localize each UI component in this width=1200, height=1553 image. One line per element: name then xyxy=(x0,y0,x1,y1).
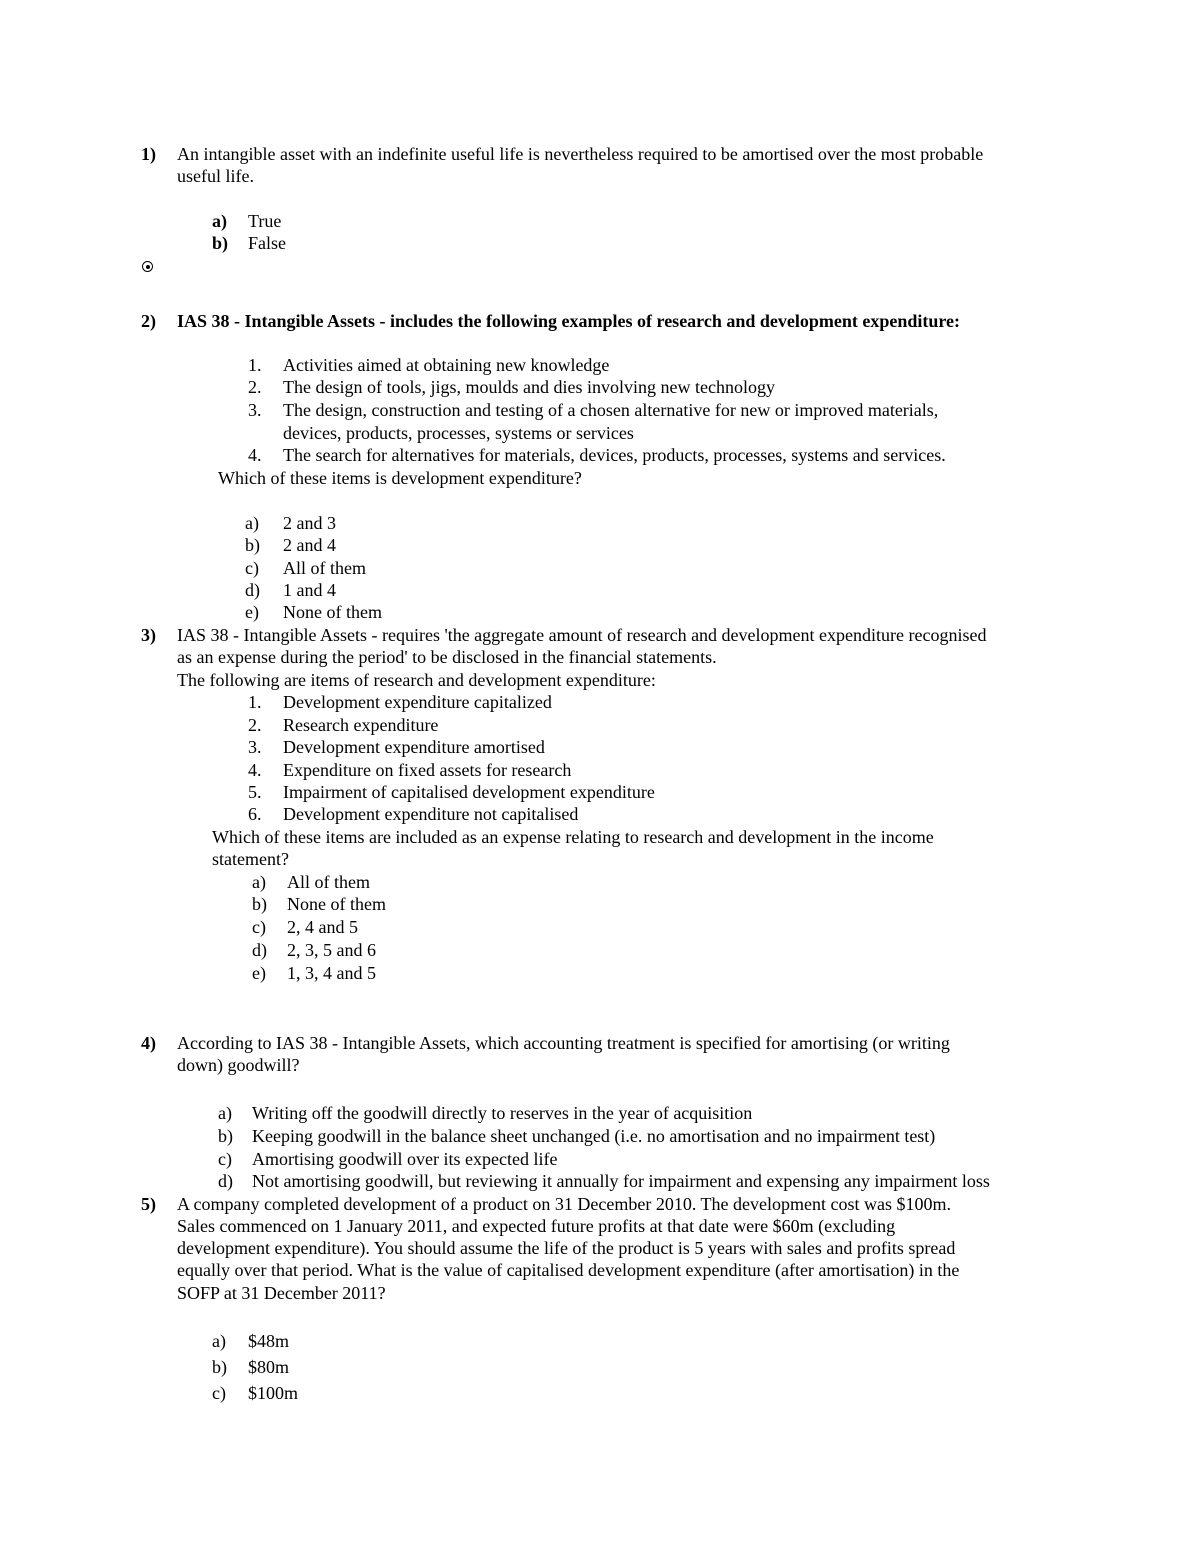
item-text: The design of tools, jigs, moulds and dies involving new technology xyxy=(283,377,775,397)
question-text: Sales commenced on 1 January 2011, and expected future profits at that date were $60m (excluding xyxy=(177,1216,896,1236)
item-number: 3. xyxy=(248,737,262,757)
option-text: 1, 3, 4 and 5 xyxy=(287,963,376,983)
item-text-continued: devices, products, processes, systems or services xyxy=(283,423,634,443)
option-label: d) xyxy=(245,580,260,600)
item-text: Development expenditure amortised xyxy=(283,737,545,757)
option-text: All of them xyxy=(283,558,366,578)
option-text: True xyxy=(248,211,282,231)
option-text: 2 and 3 xyxy=(283,513,336,533)
option-text: $100m xyxy=(248,1383,299,1403)
item-text: Impairment of capitalised development expenditure xyxy=(283,782,655,802)
question-text: SOFP at 31 December 2011? xyxy=(177,1283,386,1303)
sub-question: statement? xyxy=(212,849,289,869)
sub-question: Which of these items is development expenditure? xyxy=(218,468,582,488)
item-text: Activities aimed at obtaining new knowledge xyxy=(283,355,610,375)
question-text: According to IAS 38 - Intangible Assets, which accounting treatment is specified for amortising (or writing xyxy=(177,1033,950,1053)
question-number: 5) xyxy=(141,1194,156,1214)
item-text: Development expenditure not capitalised xyxy=(283,804,579,824)
question-text: IAS 38 - Intangible Assets - requires 'the aggregate amount of research and development expenditure recognised xyxy=(177,625,987,645)
question-number: 4) xyxy=(141,1033,156,1053)
option-label: c) xyxy=(218,1149,232,1169)
option-text: None of them xyxy=(287,894,386,914)
question-text: An intangible asset with an indefinite useful life is nevertheless required to be amortised over the most probable xyxy=(177,144,984,164)
sub-question: Which of these items are included as an expense relating to research and development in the income xyxy=(212,827,934,847)
option-label: c) xyxy=(245,558,259,578)
item-number: 1. xyxy=(248,692,262,712)
question-text: development expenditure). You should assume the life of the product is 5 years with sales and profits spread xyxy=(177,1238,956,1258)
option-label: a) xyxy=(218,1103,232,1123)
item-number: 2. xyxy=(248,715,262,735)
option-label: c) xyxy=(252,917,266,937)
option-label: a) xyxy=(212,211,227,231)
option-label: a) xyxy=(252,872,266,892)
item-text: The design, construction and testing of a chosen alternative for new or improved materials, xyxy=(283,400,939,420)
option-label: e) xyxy=(245,602,259,622)
option-text: $48m xyxy=(248,1331,290,1351)
item-number: 2. xyxy=(248,377,262,397)
option-label: b) xyxy=(212,233,229,253)
item-text: Development expenditure capitalized xyxy=(283,692,552,712)
item-text: Expenditure on fixed assets for research xyxy=(283,760,572,780)
item-number: 5. xyxy=(248,782,262,802)
item-number: 1. xyxy=(248,355,262,375)
option-label: b) xyxy=(212,1357,227,1377)
option-label: a) xyxy=(245,513,259,533)
option-text: 2, 4 and 5 xyxy=(287,917,358,937)
radio-button[interactable] xyxy=(142,261,153,272)
option-text: False xyxy=(248,233,286,253)
option-text: 2 and 4 xyxy=(283,535,336,555)
option-text: Not amortising goodwill, but reviewing it annually for impairment and expensing any impairment loss xyxy=(252,1171,990,1191)
question-number: 3) xyxy=(141,625,156,645)
option-label: b) xyxy=(218,1126,233,1146)
option-text: All of them xyxy=(287,872,370,892)
option-text: 2, 3, 5 and 6 xyxy=(287,940,376,960)
question-text: The following are items of research and development expenditure: xyxy=(177,670,656,690)
question-text: as an expense during the period' to be disclosed in the financial statements. xyxy=(177,647,717,667)
option-text: Amortising goodwill over its expected life xyxy=(252,1149,558,1169)
option-label: d) xyxy=(218,1171,233,1191)
item-number: 4. xyxy=(248,760,262,780)
question-text: useful life. xyxy=(177,166,254,186)
question-number: 1) xyxy=(141,144,156,164)
question-text: down) goodwill? xyxy=(177,1055,300,1075)
question-number: 2) xyxy=(141,311,156,331)
option-text: Writing off the goodwill directly to reserves in the year of acquisition xyxy=(252,1103,753,1123)
item-text: The search for alternatives for materials, devices, products, processes, systems and services. xyxy=(283,445,946,465)
item-number: 6. xyxy=(248,804,262,824)
question-text: IAS 38 - Intangible Assets - includes the following examples of research and development expenditure: xyxy=(177,311,961,331)
option-text: 1 and 4 xyxy=(283,580,336,600)
option-label: e) xyxy=(252,963,266,983)
option-label: d) xyxy=(252,940,267,960)
option-label: c) xyxy=(212,1383,226,1403)
item-number: 4. xyxy=(248,445,262,465)
option-text: $80m xyxy=(248,1357,290,1377)
option-label: b) xyxy=(245,535,260,555)
option-text: None of them xyxy=(283,602,382,622)
item-number: 3. xyxy=(248,400,262,420)
option-label: a) xyxy=(212,1331,226,1351)
option-text: Keeping goodwill in the balance sheet unchanged (i.e. no amortisation and no impairment test) xyxy=(252,1126,936,1146)
question-text: equally over that period. What is the value of capitalised development expenditure (after amortisation) in the xyxy=(177,1260,960,1280)
option-label: b) xyxy=(252,894,267,914)
question-text: A company completed development of a product on 31 December 2010. The development cost was $100m. xyxy=(177,1194,951,1214)
item-text: Research expenditure xyxy=(283,715,439,735)
